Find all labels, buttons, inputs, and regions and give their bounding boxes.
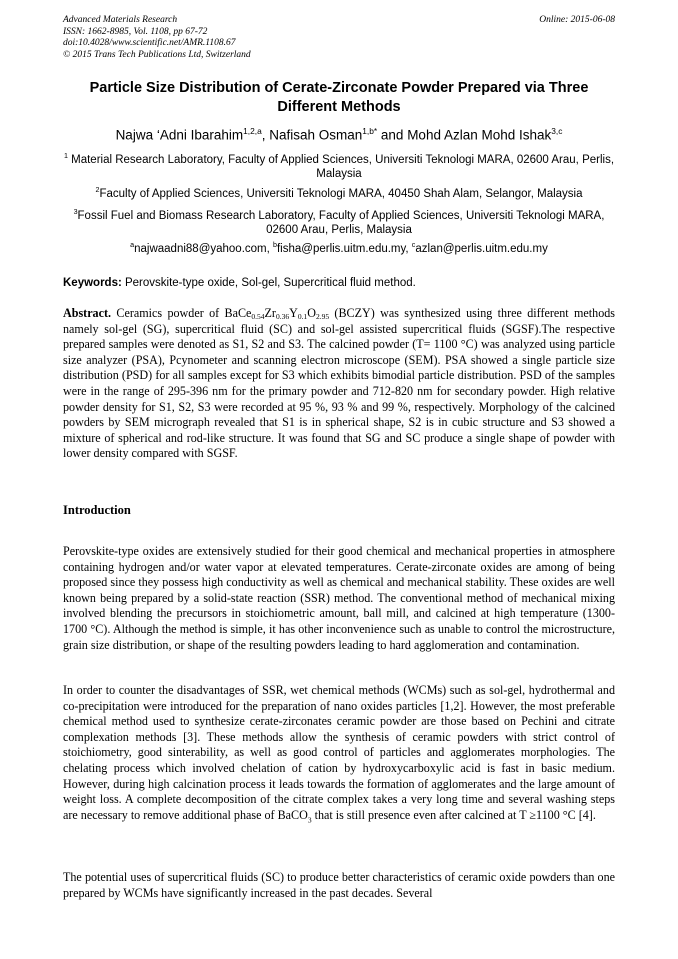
affiliation-text: Faculty of Applied Sciences, Universiti Teknologi MARA, 40450 Shah Alam, Selangor, Malaysia	[99, 187, 583, 200]
formula-element: Zr	[264, 306, 276, 320]
affiliation-text: Material Research Laboratory, Faculty of Applied Sciences, Universiti Teknologi MARA, 02600 Arau, Perlis, Malaysia	[71, 153, 615, 181]
issn-line: ISSN: 1662-8985, Vol. 1108, pp 67-72	[63, 26, 208, 37]
affiliation-text: Fossil Fuel and Biomass Research Laboratory, Faculty of Applied Sciences, Universiti Teknologi MARA, 02600 Arau, Perlis, Malaysia	[77, 209, 605, 237]
email-address: najwaadni88@yahoo.com	[134, 242, 267, 255]
online-date: Online: 2015-06-08	[539, 15, 615, 25]
author-affiliation-mark: 1,2,a	[243, 126, 262, 136]
journal-header	[63, 15, 443, 61]
doi-line: doi:10.4028/www.scientific.net/AMR.1108.67	[63, 38, 236, 48]
abstract-label: Abstract.	[63, 306, 112, 320]
formula-subscript: 0.54	[251, 311, 265, 321]
email-address: fisha@perlis.uitm.edu.my	[276, 242, 406, 255]
affiliation-mark: 1	[63, 152, 68, 160]
email-list	[60, 241, 618, 255]
author-separator: and	[377, 127, 408, 143]
keywords-text: Perovskite-type oxide, Sol-gel, Supercritical fluid method.	[121, 277, 416, 289]
paragraph-text: that is still presence even after calcined at T ≥1100 °C [4].	[311, 807, 596, 822]
email-separator: ,	[266, 242, 274, 255]
formula-element: BaCe	[224, 306, 252, 320]
affiliation-3	[60, 205, 618, 238]
author-name: Mohd Azlan Mohd Ishak	[407, 127, 552, 143]
affiliation-1	[60, 149, 618, 182]
journal-name: Advanced Materials Research	[63, 15, 178, 25]
intro-paragraph-3: The potential uses of supercritical fluids (SC) to produce better characteristics of ceramic oxide powders than one prepared by WCMs have significantly increased in the past decades. Several	[63, 870, 615, 900]
intro-paragraph-2	[63, 683, 615, 828]
author-affiliation-mark: 3,c	[551, 126, 563, 136]
affiliation-mark: 3	[73, 208, 78, 216]
formula-subscript: 2.95	[315, 311, 330, 321]
chemical-formula	[225, 306, 330, 320]
email-separator: ,	[405, 242, 412, 255]
paragraph-text: In order to counter the disadvantages of SSR, wet chemical methods (WCMs) such as sol-gel, hydrothermal and co-precipitation were introduced for the preparation of nano oxides particles [1,2]. However, the most preferable chemical method used to synthesize cerate-zirconates ceramic powder are those based on Pechini and citrate complexation methods [3]. These methods allow the synthesis of ceramic powders with strict control of stoichiometry, good sinterability, as well as good control of particles and agglomerates morphologies. The chelating process which involved chelation of cation by hydroxycarboxylic acid is fast in basic medium. However, during high calcination process it leads towards the formation of agglomerates and the large amount of weight loss. A complete decomposition of the citrate complex takes a very long time and several washing steps are necessary to remove additional phase of BaCO	[63, 683, 615, 822]
author-separator: ,	[261, 127, 270, 143]
author-affiliation-mark: 1,b*	[362, 126, 378, 136]
keywords	[63, 277, 615, 289]
affiliation-2	[60, 183, 618, 201]
email-address: azlan@perlis.uitm.edu.my	[415, 242, 548, 255]
abstract-body: (BCZY) was synthesized using three different methods namely sol-gel (SG), supercritical fluid (SC) and sol-gel assisted supercritical fluids (SGSF).The respective prepared samples were denoted as S1, S2 and S3. The calcined powder (T= 1100 °C) was analyzed using particle size analyzer (PSA), Pcynometer and scanning electron microscope (SEM). PSA showed a single particle size distribution (PSD) for all samples except for S3 which exhibits bimodial particle distribution. PSD of the samples were in the range of 295-396 nm for the primary powder and 712-820 nm for secondary powder. High relative powder density for S1, S2, S3 were recorded at 95 %, 93 % and 99 %, respectively. Morphology of the calcined powders by SEM micrograph revealed that S1 is in spherical shape, S2 is in cubic structure and S3 showed a mixture of spherical and rod-like structure. It was found that SG and SC produce a single shape of powder with lower density compared with SGSF.	[63, 306, 615, 461]
email-mark: c	[411, 241, 416, 249]
author-list	[40, 122, 638, 145]
paper-title: Particle Size Distribution of Cerate-Zirconate Powder Prepared via Three Different Methods	[89, 80, 589, 115]
author-name: Nafisah Osman	[269, 127, 363, 143]
abstract	[63, 306, 615, 462]
formula-subscript: 3	[307, 815, 312, 825]
abstract-lead: Ceramics powder of	[111, 306, 225, 320]
keywords-label: Keywords:	[63, 277, 122, 289]
author-name: Najwa ‘Adni Ibarahim	[115, 127, 244, 143]
section-heading-introduction: Introduction	[63, 503, 131, 517]
formula-subscript: 0.36	[275, 311, 290, 321]
formula-element: Y	[289, 306, 298, 320]
intro-paragraph-1: Perovskite-type oxides are extensively studied for their good chemical and mechanical properties in atmosphere containing hydrogen and/or water vapor at elevated temperatures. Cerate-zirconate oxides are among of being proposed since they possess high conductivity as well as chemical and mechanical stability. These oxides are well known being prepared by a solid-state reaction (SSR) method. The conventional method of mechanical mixing involved blending the precursors in stoichiometric amount, ball mill, and calcined at high temperature (1300-1700 °C). Although the method is simple, it has other inconvenience such as unable to control the microstructure, grain size distribution, or shape of the resulting powders leading to hard agglomeration and contamination.	[63, 544, 615, 652]
formula-element: O	[307, 306, 316, 320]
email-mark: b	[273, 241, 277, 249]
affiliation-mark: 2	[95, 186, 100, 194]
formula-subscript: 0.1	[297, 311, 308, 321]
email-mark: a	[130, 241, 135, 249]
copyright-line: © 2015 Trans Tech Publications Ltd, Switzerland	[63, 49, 251, 60]
